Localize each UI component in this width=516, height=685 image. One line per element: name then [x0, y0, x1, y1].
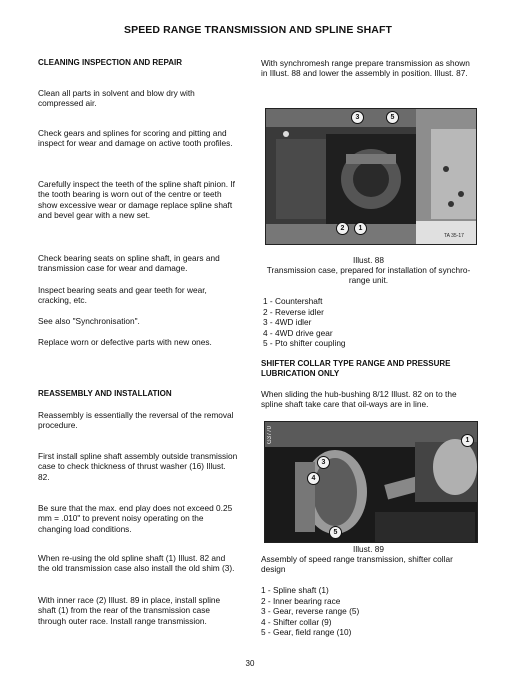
illustration-88-label: Illust. 88	[353, 255, 384, 265]
legend-item: 4 - 4WD drive gear	[263, 327, 333, 338]
speed-range-assembly-image	[265, 422, 477, 542]
figure-code: TA 35-17	[444, 233, 464, 239]
illustration-89-photo	[264, 421, 478, 543]
illustration-89-label: Illust. 89	[353, 544, 384, 554]
paragraph: When sliding the hub-bushing 8/12 Illust. 82 on to the spline shaft take care that oil-ways are in line.	[261, 389, 457, 410]
paragraph: See also "Synchronisation".	[38, 316, 140, 326]
legend-item: 2 - Inner bearing race	[261, 595, 341, 606]
paragraph: First install spline shaft assembly outside transmission case to check thickness of thrust washer (16) Illust. 82.	[38, 451, 238, 482]
illustration-88-legend	[263, 296, 473, 349]
callout-1: 1	[461, 434, 474, 447]
legend-item: 3 - 4WD idler	[263, 317, 312, 328]
legend-item: 5 - Gear, field range (10)	[261, 627, 352, 638]
illustration-89-caption: Assembly of speed range transmission, shifter collar design	[261, 554, 453, 575]
legend-item: 1 - Spline shaft (1)	[261, 585, 329, 595]
paragraph: With synchromesh range prepare transmission as shown in Illust. 88 and lower the assembly in position. Illust. 87.	[261, 58, 470, 79]
legend-item: 1 - Countershaft	[263, 296, 323, 306]
paragraph: Check bearing seats on spline shaft, in gears and transmission case for wear and damage.	[38, 253, 220, 274]
callout-5: 5	[329, 526, 342, 539]
paragraph: Replace worn or defective parts with new ones.	[38, 337, 212, 347]
illustration-88-caption: Transmission case, prepared for installation of synchro-range unit.	[266, 265, 471, 286]
callout-2: 2	[336, 222, 349, 235]
page-title: SPEED RANGE TRANSMISSION AND SPLINE SHAFT	[124, 24, 392, 36]
illustration-89-legend	[261, 585, 471, 638]
paragraph: With inner race (2) Illust. 89 in place, install spline shaft (1) from the rear of the transmission case through outer race. Install range transmission.	[38, 595, 221, 626]
callout-1: 1	[354, 222, 367, 235]
callout-3: 3	[351, 111, 364, 124]
heading-shifter-collar: SHIFTER COLLAR TYPE RANGE AND PRESSURE LUBRICATION ONLY	[261, 359, 451, 379]
paragraph: Reassembly is essentially the reversal of the removal procedure.	[38, 410, 234, 431]
callout-4: 4	[307, 472, 320, 485]
paragraph: Carefully inspect the teeth of the spline shaft pinion. If the tooth bearing is worn out of the centre or teeth show excessive wear or damage replace spline shaft and bevel gear with a new set.	[38, 179, 235, 221]
paragraph: When re-using the old spline shaft (1) Illust. 82 and the old transmission case also install the old shim (3).	[38, 553, 235, 574]
illustration-88-photo	[265, 108, 477, 245]
legend-item: 2 - Reverse idler	[263, 306, 324, 317]
legend-item: 4 - Shifter collar (9)	[261, 616, 332, 627]
paragraph: Be sure that the max. end play does not exceed 0.25 mm = .010" to prevent noisy operating on the changing load conditions.	[38, 503, 233, 534]
legend-item: 3 - Gear, reverse range (5)	[261, 606, 360, 617]
heading-cleaning: CLEANING INSPECTION AND REPAIR	[38, 58, 183, 67]
page-number: 30	[245, 659, 255, 668]
paragraph: Inspect bearing seats and gear teeth for wear, cracking, etc.	[38, 285, 207, 306]
paragraph: Check gears and splines for scoring and pitting and inspect for wear and damage on active tooth profiles.	[38, 128, 233, 149]
figure-code: G3770	[267, 426, 273, 445]
transmission-case-image	[266, 109, 476, 244]
legend-item: 5 - Pto shifter coupling	[263, 338, 346, 349]
paragraph: Clean all parts in solvent and blow dry with compressed air.	[38, 88, 195, 109]
callout-3: 3	[317, 456, 330, 469]
heading-reassembly: REASSEMBLY AND INSTALLATION	[38, 389, 172, 398]
callout-5: 5	[386, 111, 399, 124]
